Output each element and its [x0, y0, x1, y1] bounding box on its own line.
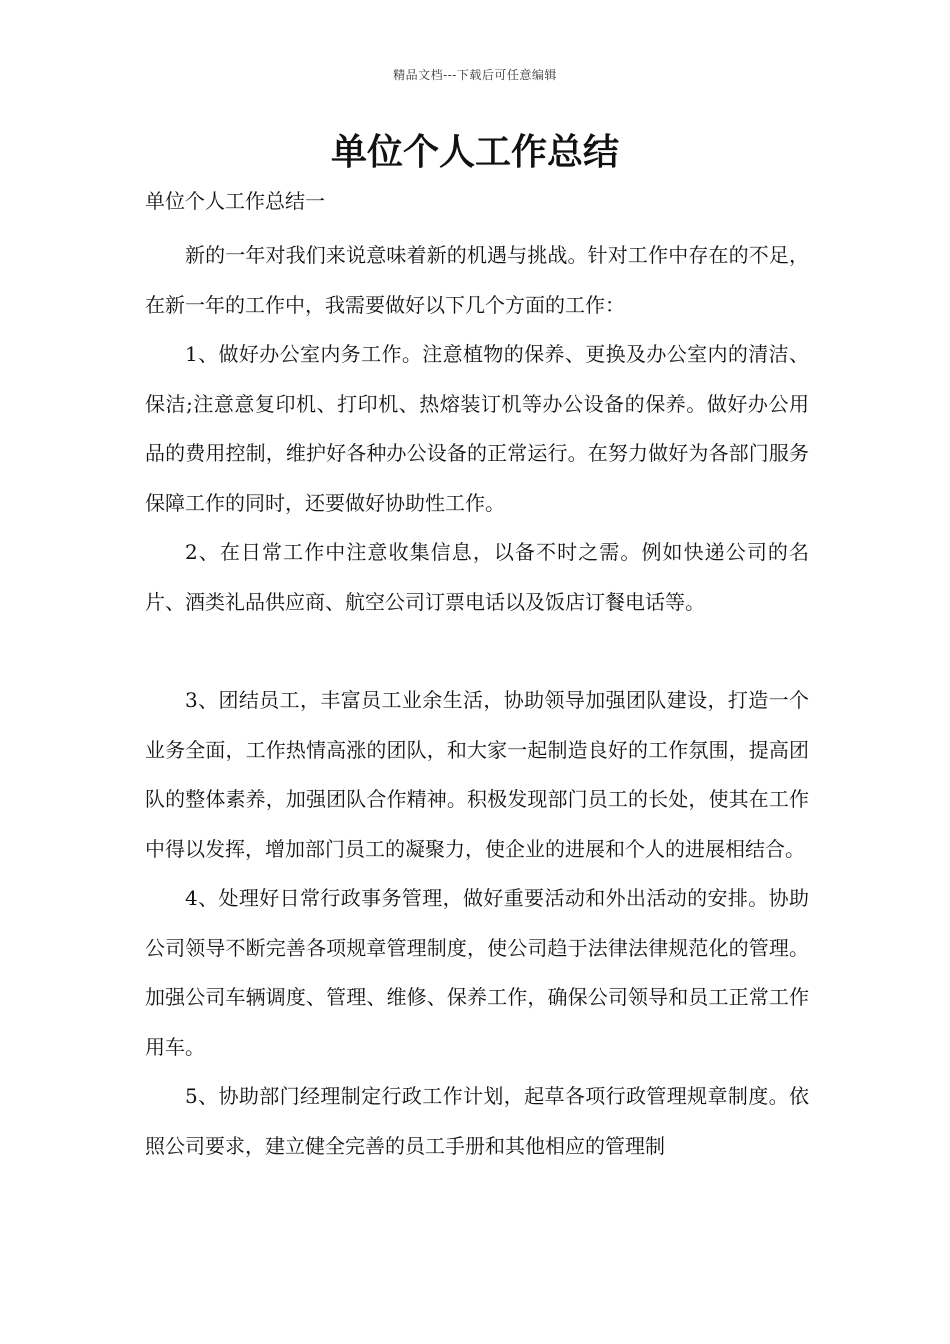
paragraph-item-4: 4、处理好日常行政事务管理，做好重要活动和外出活动的安排。协助公司领导不断完善各项规章管理制度，使公司趋于法律法律规范化的管理。加强公司车辆调度、管理、维修、保养工作，确保公司领导和员工正常工作用车。 [145, 886, 809, 1059]
document-title: 单位个人工作总结 [330, 131, 619, 173]
paragraph-intro: 新的一年对我们来说意味着新的机遇与挑战。针对工作中存在的不足，在新一年的工作中，我需要做好以下几个方面的工作： [145, 243, 809, 317]
paragraph-item-3: 3、团结员工，丰富员工业余生活，协助领导加强团队建设，打造一个业务全面，工作热情高涨的团队，和大家一起制造良好的工作氛围，提高团队的整体素养，加强团队合作精神。积极发现部门员工的长处，使其在工作中得以发挥，增加部门员工的凝聚力，使企业的进展和个人的进展相结合。 [145, 688, 809, 861]
paragraph-item-5: 5、协助部门经理制定行政工作计划，起草各项行政管理规章制度。依照公司要求，建立健全完善的员工手册和其他相应的管理制 [145, 1084, 809, 1158]
paragraph-item-2: 2、在日常工作中注意收集信息，以备不时之需。例如快递公司的名片、酒类礼品供应商、航空公司订票电话以及饭店订餐电话等。 [145, 540, 809, 614]
section-subtitle: 单位个人工作总结一 [145, 189, 325, 213]
paragraph-spacer [145, 627, 809, 676]
header-note: 精品文档---下载后可任意编辑 [393, 68, 557, 82]
paragraph-item-1: 1、做好办公室内务工作。注意植物的保养、更换及办公室内的清洁、保洁;注意意复印机、打印机、热熔装订机等办公设备的保养。做好办公用品的费用控制，维护好各种办公设备的正常运行。在努力做好为各部门服务保障工作的同时，还要做好协助性工作。 [145, 342, 809, 515]
body-text [145, 231, 809, 1171]
